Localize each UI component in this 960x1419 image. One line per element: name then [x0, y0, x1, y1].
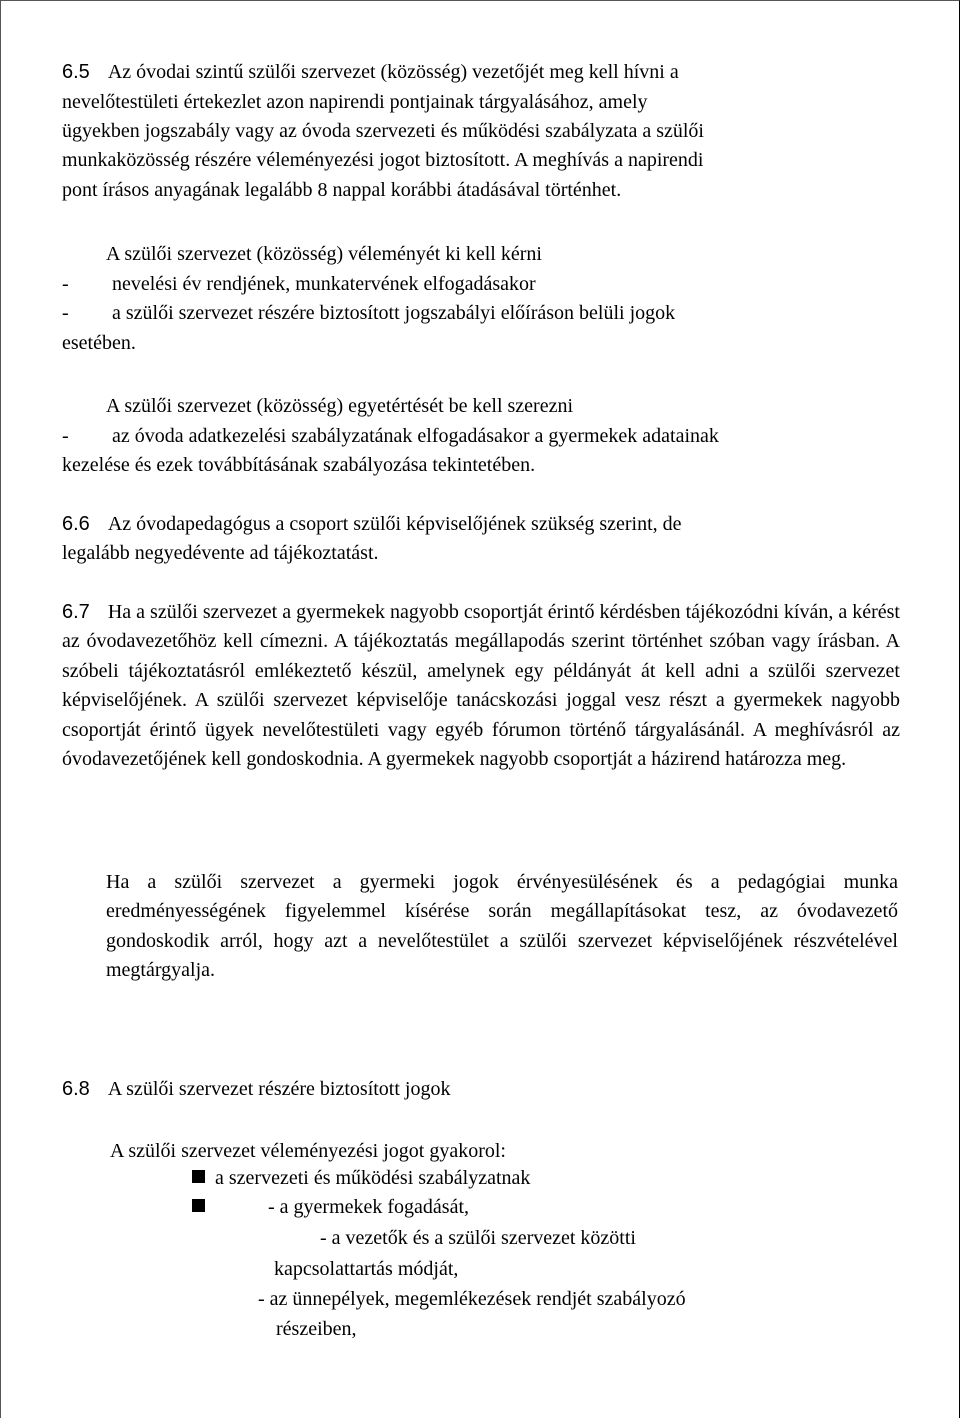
- square-bullet-icon: [192, 1199, 205, 1212]
- list-dash: -: [62, 302, 69, 324]
- paragraph-line: Az óvodai szintű szülői szervezet (közösség) vezetőjét meg kell hívni a: [107, 61, 679, 83]
- section-number: 6.5: [62, 61, 90, 83]
- section-title: A szülői szervezet részére biztosított jogok: [107, 1078, 451, 1100]
- findings-paragraph: Ha a szülői szervezet a gyermeki jogok érvényesülésének és a pedagógiai munka eredményességének figyelemmel kísérése során megállapításokat tesz, az óvodavezető gondoskodik arról, hogy azt a nevelőtestület a szülői szervezet képviselőjének részvételével megtárgyalja.: [106, 871, 898, 982]
- rights-intro: A szülői szervezet véleményezési jogot gyakorol:: [110, 1140, 506, 1162]
- list-item: nevelési év rendjének, munkatervének elfogadásakor: [112, 273, 536, 295]
- paragraph-line: nevelőtestületi értekezlet azon napirendi pontjainak tárgyalásához, amely: [62, 91, 648, 113]
- section-number: 6.8: [62, 1078, 90, 1100]
- bullet-text: kapcsolattartás módját,: [274, 1258, 459, 1280]
- list-item: az óvoda adatkezelési szabályzatának elfogadásakor a gyermekek adatainak: [112, 425, 719, 447]
- paragraph-line: pont írásos anyagának legalább 8 nappal korábbi átadásával történhet.: [62, 179, 622, 201]
- bullet-text: - a vezetők és a szülői szervezet közötti: [320, 1227, 636, 1249]
- paragraph-line: Az óvodapedagógus a csoport szülői képviselőjének szükség szerint, de: [107, 513, 682, 535]
- section-6-7: [62, 598, 900, 774]
- square-bullet-icon: [192, 1170, 205, 1183]
- list-dash: -: [62, 425, 69, 447]
- bullet-text: részeiben,: [276, 1318, 357, 1340]
- paragraph-line: ügyekben jogszabály vagy az óvoda szervezeti és működési szabályzata a szülői: [62, 120, 704, 142]
- bullet-text: - az ünnepélyek, megemlékezések rendjét szabályozó: [258, 1288, 686, 1310]
- consent-intro: A szülői szervezet (közösség) egyetértését be kell szerezni: [106, 395, 574, 417]
- section-number: 6.7: [62, 601, 90, 623]
- paragraph-line: legalább negyedévente ad tájékoztatást.: [62, 542, 379, 564]
- paragraph-text: Ha a szülői szervezet a gyermekek nagyobb csoportját érintő kérdésben tájékozódni kíván, a kérést az óvodavezetőhöz kell címezni. A tájékoztatás megállapodás szerint történhet szóban vagy írásban. A szóbeli tájékoztatásról emlékeztető készül, amelynek egy példányát át kell adni a szülői szervezet képviselőjének. A szülői szervezet képviselője tanácskozási joggal vesz részt a gyermekek nagyobb csoportját érintő ügyek nevelőtestületi vagy egyéb fórumon történő tárgyalásánál. A meghívásról az óvodavezetőjének kell gondoskodnia. A gyermekek nagyobb csoportját a házirend határozza meg.: [62, 601, 900, 771]
- bullet-text: - a gyermekek fogadását,: [268, 1196, 470, 1218]
- section-number: 6.6: [62, 513, 90, 535]
- list-item: a szülői szervezet részére biztosított jogszabályi előíráson belüli jogok: [112, 302, 676, 324]
- list-dash: -: [62, 273, 69, 295]
- list-item-continuation: esetében.: [62, 332, 136, 354]
- list-item-continuation: kezelése és ezek továbbításának szabályozása tekintetében.: [62, 454, 536, 476]
- opinion-intro: A szülői szervezet (közösség) véleményét ki kell kérni: [106, 243, 542, 265]
- paragraph-line: munkaközösség részére véleményezési jogot biztosított. A meghívás a napirendi: [62, 149, 704, 171]
- bullet-text: a szervezeti és működési szabályzatnak: [215, 1167, 531, 1189]
